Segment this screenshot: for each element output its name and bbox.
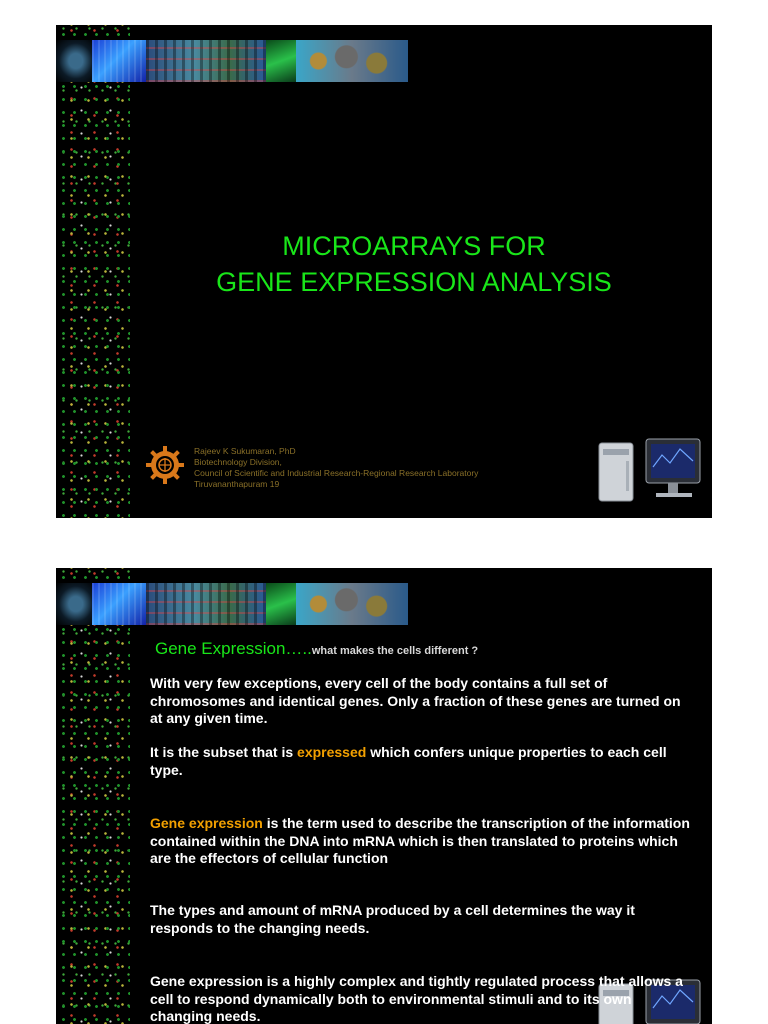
banner-cells-segment [296,40,408,82]
author-division: Biotechnology Division, [194,457,282,467]
banner-cells-segment [296,583,408,625]
slide-heading-main: Gene Expression….. [155,639,312,658]
slide-gene-expression [56,568,712,1024]
slide-title-text [56,228,712,300]
banner-blue-segment [92,40,146,82]
banner-face-segment [56,583,92,625]
paragraph-1: With very few exceptions, every cell of the body contains a full set of chromosomes and identical genes. Only a fraction of these genes are turned on at any given time. [150,675,681,726]
author-credits [194,446,478,490]
title-line-1: MICROARRAYS FOR [282,231,546,261]
banner-green-segment [266,40,296,82]
title-line-2: GENE EXPRESSION ANALYSIS [216,267,612,297]
banner-blue-segment [92,583,146,625]
banner-green-segment [266,583,296,625]
highlight-expressed: expressed [297,744,367,760]
slide-heading-sub: what makes the cells different ? [311,645,479,657]
highlight-gene-expression: Gene expression [150,815,263,831]
header-banner-image [56,40,408,82]
paragraph-2 [150,744,695,779]
banner-face-segment [56,40,92,82]
paragraph-3 [150,815,695,868]
author-city: Tiruvananthapuram 19 [194,479,280,489]
banner-circuit-segment [146,583,266,625]
author-name: Rajeev K Sukumaran, PhD [194,446,296,456]
paragraph-2-text-start: It is the subset that is [150,744,298,760]
paragraph-3-text: is the term used to describe the transcription of the information contained within the DNA into mRNA which is then translated to proteins which are the effectors of cellular function [150,815,690,866]
paragraph-5: Gene expression is a highly complex and tightly regulated process that allows a cell to respond dynamically both to environmental stimuli and to its own changing needs. [150,973,683,1024]
microarray-dot-strip [56,568,130,1024]
paragraph-2-text-end: which confers unique properties to each cell type. [150,744,667,778]
csir-gear-logo-icon [145,445,185,485]
banner-circuit-segment [146,40,266,82]
slide-title [56,25,712,518]
header-banner-image [56,583,408,625]
desktop-computer-icon [596,437,706,507]
slide-heading [155,639,478,659]
author-organization: Council of Scientific and Industrial Research-Regional Research Laboratory [194,468,479,478]
paragraph-4: The types and amount of mRNA produced by a cell determines the way it responds to the changing needs. [150,902,635,936]
